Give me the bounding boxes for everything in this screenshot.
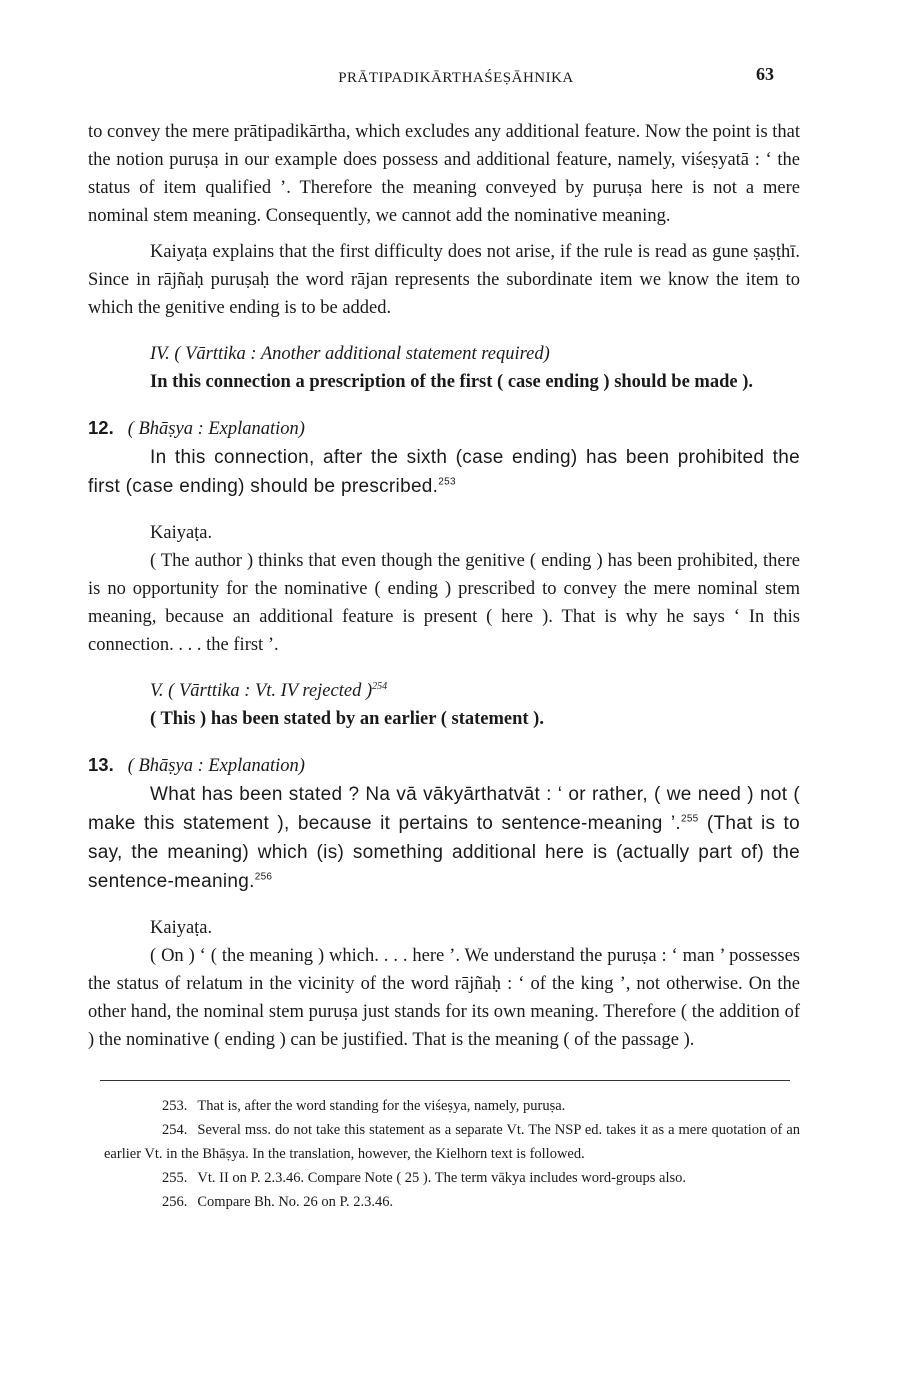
kaiyata-label: Kaiyaṭa. xyxy=(150,918,213,938)
section-12-text xyxy=(88,443,800,501)
section-title: ( Bhāṣya : Explanation) xyxy=(127,756,305,776)
footnote-text: That is, after the word standing for the viśeṣya, namely, puruṣa. xyxy=(197,1098,566,1114)
footnote xyxy=(104,1094,800,1118)
varttika-v-heading xyxy=(150,677,800,705)
footnote-divider xyxy=(100,1080,790,1081)
footnote-text: Compare Bh. No. 26 on P. 2.3.46. xyxy=(197,1194,394,1210)
page-number: 63 xyxy=(756,64,774,84)
kaiyata-label: Kaiyaṭa. xyxy=(150,523,213,543)
bhasya-text-b: (That is to say, the meaning) which (is) something additional here is (actually part of) the sentence-meaning. xyxy=(88,813,800,892)
section-title: ( Bhāṣya : Explanation) xyxy=(127,419,305,439)
note-ref-254[interactable]: 254 xyxy=(372,680,388,692)
footnote-text: Vt. II on P. 2.3.46. Compare Note ( 25 ). The term vākya includes word-groups also. xyxy=(197,1170,686,1186)
section-number: 13. xyxy=(88,754,114,775)
note-ref-256[interactable]: 256 xyxy=(254,871,273,883)
paragraph-2: Kaiyaṭa explains that the first difficulty does not arise, if the rule is read as gune ṣaṣṭhī. Since in rājñaḥ puruṣaḥ the word rājan represents the subordinate item we know the item to which the genitive ending is to be added. xyxy=(88,242,800,318)
running-head: PRĀTIPADIKĀRTHAŚEṢĀHNIKA xyxy=(338,70,574,86)
section-12-heading xyxy=(88,414,800,443)
varttika-title: V. ( Vārttika : Vt. IV rejected ) xyxy=(150,681,373,701)
bhasya-text: In this connection, after the sixth (case ending) has been prohibited the first (case ending) should be prescribed. xyxy=(88,447,800,497)
footnote-number: 253. xyxy=(162,1098,188,1114)
varttika-v-text: ( This ) has been stated by an earlier ( statement ). xyxy=(150,709,544,729)
note-ref-253[interactable]: 253 xyxy=(438,476,456,488)
section-number: 12. xyxy=(88,417,114,438)
footnote-number: 256. xyxy=(162,1194,188,1210)
kaiyata-text-2: ( On ) ‘ ( the meaning ) which. . . . here ’. We understand the puruṣa : ‘ man ’ possesses the status of relatum in the vicinity of the word rājñaḥ : ‘ of the king ’, not otherwise. On the other hand, the nominal stem puruṣa just stands for its own meaning. Therefore ( the addition of ) the nominative ( ending ) can be justified. That is the meaning ( of the passage ). xyxy=(88,946,800,1050)
footnote-number: 255. xyxy=(162,1170,188,1186)
paragraph-1: to convey the mere prātipadikārtha, which excludes any additional feature. Now the point is that the notion puruṣa in our example does possess and additional feature, namely, viśeṣyatā : ‘ the status of item qualified ’. Therefore the meaning conveyed by puruṣa here is not a mere nominal stem meaning. Consequently, we cannot add the nominative meaning. xyxy=(88,122,801,226)
footnote-number: 254. xyxy=(162,1122,188,1138)
varttika-iv-heading: IV. ( Vārttika : Another additional statement required) xyxy=(150,344,550,364)
footnote xyxy=(104,1166,800,1190)
note-ref-255[interactable]: 255 xyxy=(680,813,699,825)
varttika-iv-text: In this connection a prescription of the first ( case ending ) should be made ). xyxy=(150,372,753,392)
section-13-heading xyxy=(88,751,800,780)
bhasya-text-a: What has been stated ? Na vā vākyārthatvāt : ‘ or rather, ( we need ) not ( make this statement ), because it pertains to sentence-meaning ’. xyxy=(88,784,800,834)
section-13-text xyxy=(88,780,800,896)
main-text xyxy=(88,118,800,1054)
footnote xyxy=(104,1118,800,1166)
footnotes xyxy=(104,1094,800,1214)
footnote-text: Several mss. do not take this statement as a separate Vt. The NSP ed. takes it as a mere quotation of an earlier Vt. in the Bhāṣya. In the translation, however, the Kielhorn text is followed. xyxy=(104,1122,800,1162)
kaiyata-text-1: ( The author ) thinks that even though the genitive ( ending ) has been prohibited, there is no opportunity for the nominative ( ending ) prescribed to convey the mere nominal stem meaning, because an additional feature is present ( here ). That is why he says ‘ In this connection. . . . the first ’. xyxy=(88,551,800,655)
footnote xyxy=(104,1190,800,1214)
